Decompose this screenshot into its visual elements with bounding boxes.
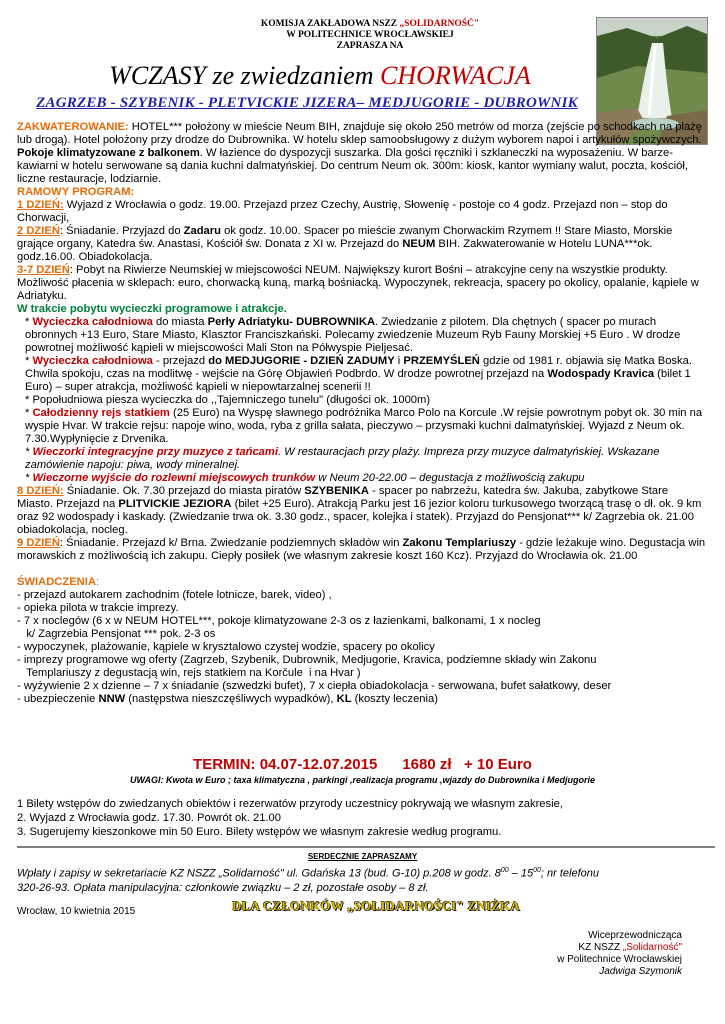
divider bbox=[17, 846, 715, 848]
day-8: 8 DZIEŃ: Śniadanie. Ok. 7.30 przejazd do miasta piratów SZYBENIKA - spacer po nabrzeżu, katedra św. Jakuba, zabytkowe Stare Miasto. Przejazd na PLITVICKIE JEZIORA (bilet +25 Euro). Atrakcją Parku jest 16 jezior koloru turkusowego tworzącą trasę o dł. ok. 9 km oraz 92 wodospady i kaskady. (Zwiedzanie trwa ok. 3.30 godz., spacer, kolejka i statek). Przyjazd do Pensjonat*** k/ Zagrzebia ok. 21.00 obiadokolacja, nocleg. bbox=[17, 485, 702, 536]
evening-tasting: * Wieczorne wyjście do rozlewni miejscowych trunków w Neum 20-22.00 – degustacja z możliwością zakupu bbox=[25, 472, 585, 484]
excursion-dubrovnik: * Wycieczka całodniowa do miasta Perły Adriatyku- DUBROWNIKA. Zwiedzanie z pilotem. Dla chętnych ( spacer po murach obronnych +13 Euro, Stare Miasto, Klasztor Franciszkański. Polecamy zwiedzenie Muzeum Ryb Fauny Morskiej +5 Euro . W drodze powrotnej możliwość kąpieli w miejscowości Mali Ston na Półwyspie Pieljesać. bbox=[25, 316, 681, 354]
program-heading: RAMOWY PROGRAM: bbox=[17, 186, 135, 198]
page-title: WCZASY ze zwiedzaniem CHORWACJA bbox=[109, 61, 531, 90]
header-line-1: KOMISJA ZAKŁADOWA NSZZ „SOLIDARNOŚĆ" bbox=[260, 19, 480, 29]
services-heading: ŚWIADCZENIA: bbox=[17, 576, 100, 588]
excursions-heading: W trakcie pobytu wycieczki programowe i atrakcje. bbox=[17, 303, 287, 315]
service-item: - imprezy programowe wg oferty (Zagrzeb, Szybenik, Dubrownik, Medjugorie, Kravica, podziemne składy win Zakonu bbox=[17, 654, 597, 666]
payment-info: Wpłaty i zapisy w sekretariacie KZ NSZZ „Solidarność" ul. Gdańska 13 (bud. G-10) p.208 w godz. $8^{00} - 15^{00}$; nr telefonu 320-26-93. Opłata manipulacyjna: członkowie związku – 2 zł, pozostałe osoby – 8 zł. bbox=[17, 867, 599, 894]
evening-dances: * Wieczorki integracyjne przy muzyce z tańcami. W restauracjach przy plaży. Impreza przy muzyce dalmatyńskiej. Wskazane zamówienie napoju: piwa, wody mineralnej. bbox=[25, 446, 660, 471]
accommodation-section: ZAKWATEROWANIE: HOTEL*** położony w mieście Neum BIH, znajduje się około 250 metrów od morza (zejście po schodkach na plażę lub drogą). Hotel położony przy drodze do Dubrownika. W hotelu sklep samoobsługowy z dużym wyborem napoi i artykułów spożywczych. Pokoje klimatyzowane z balkonem. W łazience do dyspozycji suszarka. Dla gości ręczniki i szklaneczki na wyposażeniu. W barze-kawiarni w hotelu serwowane są dania kuchni dalmatyńskiej. Do centrum Neum ok. 300m: kiosk, kantor wymiany walut, poczta, kościół, liczne restauracje, lodziarnie. bbox=[17, 121, 702, 185]
notes-list bbox=[17, 797, 707, 839]
day-9: 9 DZIEŃ: Śniadanie. Przejazd k/ Brna. Zwiedzanie podziemnych składów win Zakonu Templariuszy - gdzie leżakuje wino. Degustacja win morawskich z możliwością ich zakupu. Ciepły posiłek (we własnym zakresie koszt 160 Kcz). Przyjazd do Wrocławia ok. 21.00 bbox=[17, 537, 706, 562]
excursion-medjugorie: * Wycieczka całodniowa - przejazd do MEDJUGORIE - DZIEŃ ZADUMY i PRZEMYŚLEŃ gdzie od 1981 r. objawia się Matka Boska. Chwila spokoju, czas na modlitwę - wejście na Górę Objawień Podbrdo. W drodze powrotnej przejazd na Wodospady Kravica (bilet 1 Euro) – super atrakcja, możliwość kąpieli w niepowtarzalnej scenerii !! bbox=[25, 355, 692, 393]
header-line-2: W POLITECHNICE WROCŁAWSKIEJ bbox=[286, 30, 454, 40]
service-item: - wypoczynek, plażowanie, kąpiele w krysztalowo czystej wodzie, spacery po okolicy bbox=[17, 641, 435, 653]
excursion-cruise: * Całodzienny rejs statkiem (25 Euro) na Wyspę sławnego podróżnika Marco Polo na Korcule .W rejsie powrotnym pobyt ok. 30 min na wyspie Hvar. W trakcie rejsu: napoje wino, woda, ryba z grilla sałata, pieczywo – przysmaki kuchni dalmatyńskiej. Wyjazd z Neum ok. 7.30.Wypłynięcie z Drvenika. bbox=[25, 407, 703, 445]
route-subtitle: ZAGRZEB - SZYBENIK - PLETVICKIE JIZERA– MEDJUGORIE - DUBROWNIK bbox=[36, 95, 578, 111]
day-3-7: 3-7 DZIEŃ: Pobyt na Riwierze Neumskiej w miejscowości NEUM. Największy kurort Bośni – atrakcyjne ceny na wszystkie produkty. Możliwość płacenia w sklepach: euro, chorwacką kuną, marką bośniacką. Wypoczynek, rekreacja, spacery po okolicy, opalanie, kąpiele w Adriatyku. bbox=[17, 264, 699, 302]
service-item: k/ Zagrzebia Pensjonat *** pok. 2-3 os bbox=[17, 628, 216, 640]
service-item: - wyżywienie 2 x dzienne – 7 x śniadanie (szwedzki bufet), 7 x ciepła obiadokolacja - serwowana, bufet sałatkowy, deser bbox=[17, 680, 612, 692]
day-2: 2 DZIEŃ: Śniadanie. Przyjazd do Zadaru ok godz. 10.00. Spacer po mieście zwanym Chorwackim Rzymem !! Stare Miasto, Morskie grające organy, Katedra św. Anastasi, Kościół św. Donata z XI w. Przejazd do NEUM BIH. Zakwaterowanie w Hotelu LUNA***ok. godz.16.00. Obiadokolacja. bbox=[17, 225, 673, 263]
day-1: 1 DZIEŃ: Wyjazd z Wrocławia o godz. 19.00. Przejazd przez Czechy, Austrię, Słowenię - postoje co 4 godz. Przejazd non – stop do Chorwacji, bbox=[17, 199, 668, 224]
service-item: - opieka pilota w trakcie imprezy. bbox=[17, 602, 179, 614]
note-item: 3. Sugerujemy kieszonkowe min 50 Euro. Bilety wstępów we własnym zakresie według programu. bbox=[17, 826, 502, 838]
note-item: 1 Bilety wstępów do zwiedzanych obiektów i rezerwatów przyrody uczestnicy pokrywają we własnym zakresie, bbox=[17, 798, 563, 810]
service-item: Templariuszy z degustacją win, rejs statkiem na Korčule i na Hvar ) bbox=[17, 667, 361, 679]
note-item: 2. Wyjazd z Wrocławia godz. 17.30. Powrót ok. 21.00 bbox=[17, 812, 281, 824]
price-notes: UWAGI: Kwota w Euro ; taxa klimatyczna , parkingi ,realizacja programu ,wjazdy do Dubrownika i Medjugorie bbox=[129, 775, 596, 785]
signature-block: Wiceprzewodnicząca KZ NSZZ „Solidarność" w Politechnice Wrocławskiej Jadwiga Szymonik bbox=[557, 930, 682, 977]
excursion-tunnel: * Popołudniowa piesza wycieczka do ,,Tajemniczego tunelu" (długości ok. 1000m) bbox=[25, 394, 431, 406]
issue-date: Wrocław, 10 kwietnia 2015 bbox=[17, 906, 136, 917]
service-item-insurance: - ubezpieczenie NNW (następstwa nieszczęśliwych wypadków), KL (koszty leczenia) bbox=[17, 693, 438, 705]
header-line-3: ZAPRASZA NA bbox=[336, 41, 404, 51]
invitation-heading: SERDECZNIE ZAPRASZAMY bbox=[307, 852, 418, 861]
service-item: - przejazd autokarem zachodnim (fotele lotnicze, barek, video) , bbox=[17, 589, 332, 601]
service-item: - 7 x noclegów (6 x w NEUM HOTEL***, pokoje klimatyzowane 2-3 os z łazienkami, balkonami, 1 x nocleg bbox=[17, 615, 541, 627]
main-text bbox=[17, 121, 707, 706]
term-price: TERMIN: 04.07-12.07.2015 1680 zł + 10 Euro bbox=[193, 756, 532, 773]
member-discount: DLA CZŁONKÓW „SOLIDARNOŚCI" ZNIŻKA bbox=[232, 898, 520, 913]
